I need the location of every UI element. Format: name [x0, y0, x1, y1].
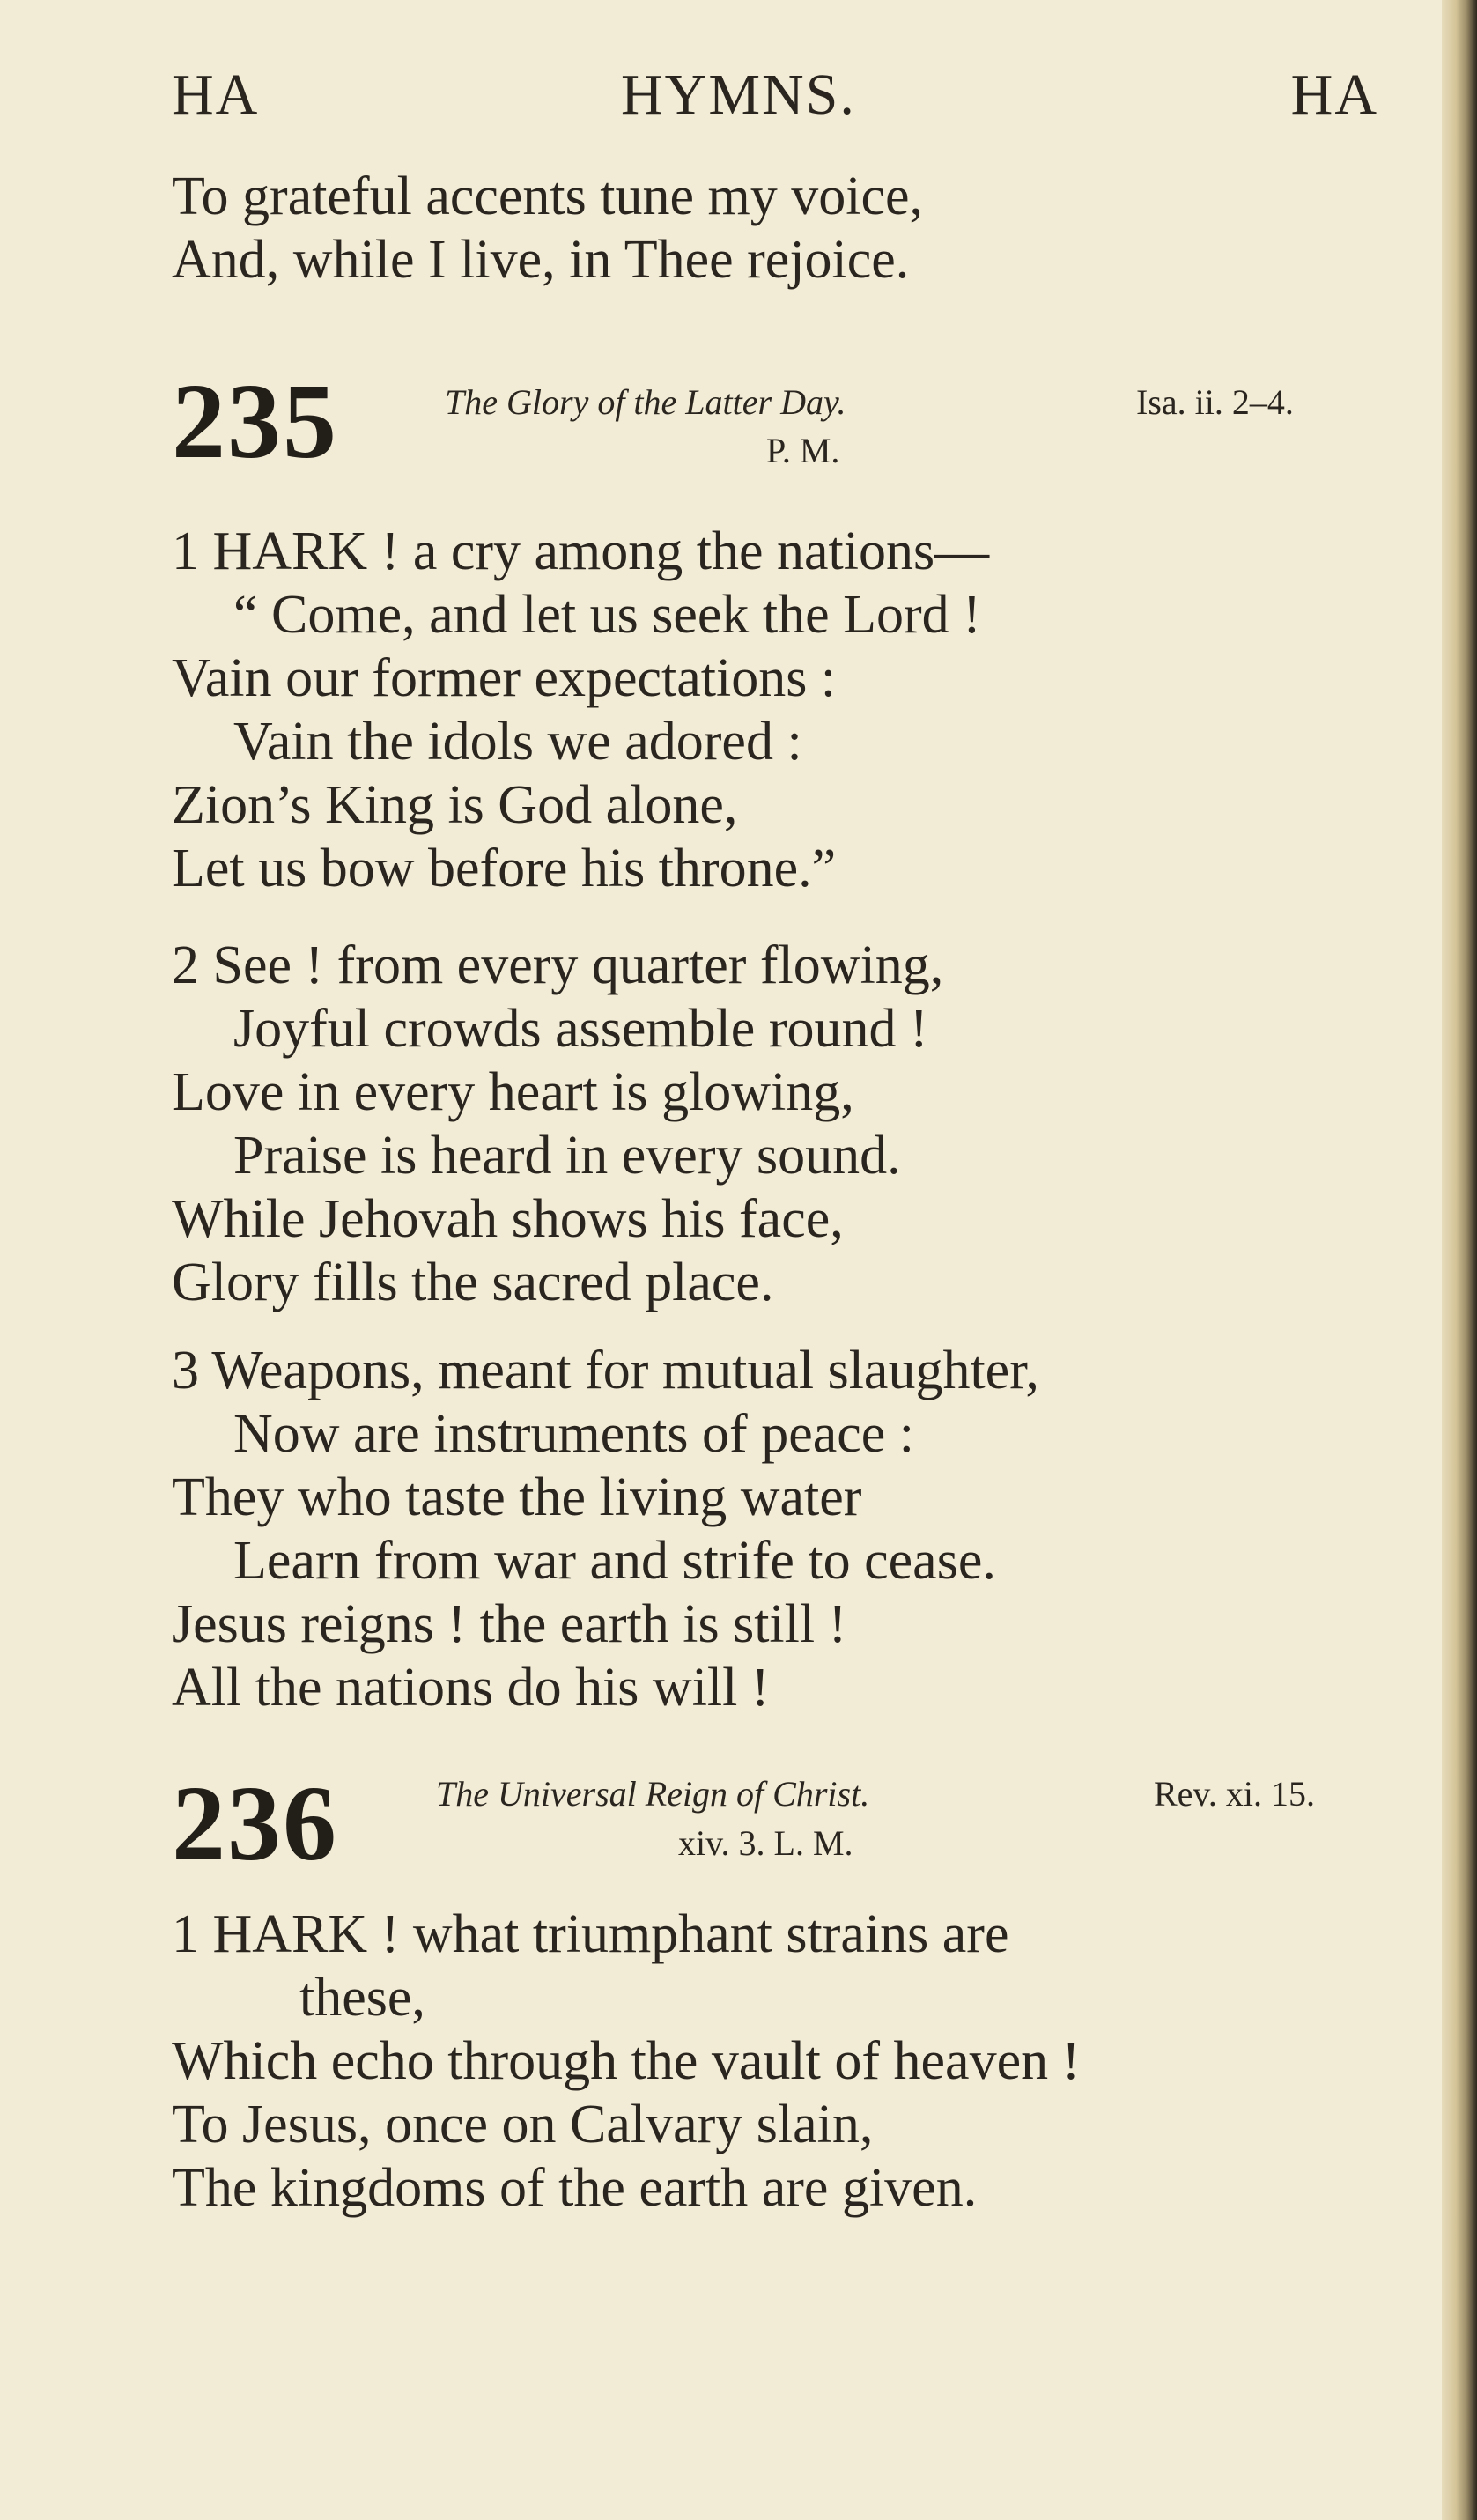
hymn-meter: xiv. 3. L. M. — [678, 1823, 853, 1863]
hymn-number: 235 — [172, 362, 338, 481]
verse-line: Zion’s King is God alone, — [172, 775, 738, 835]
verse-line: The kingdoms of the earth are given. — [172, 2158, 978, 2218]
hymn-title: The Universal Reign of Christ. — [436, 1774, 870, 1814]
verse-line: Learn from war and strife to cease. — [233, 1531, 996, 1591]
verse-line: Let us bow before his throne.” — [172, 839, 837, 898]
verse-line: All the nations do his will ! — [172, 1658, 770, 1718]
verse-line: Glory fills the sacred place. — [172, 1253, 774, 1312]
verse-line: They who taste the living water — [172, 1467, 862, 1527]
verse-line: Praise is heard in every sound. — [233, 1126, 901, 1186]
verse-line: Now are instruments of peace : — [233, 1404, 915, 1464]
header-right: HA — [1290, 63, 1378, 127]
verse-line: Love in every heart is glowing, — [172, 1062, 854, 1122]
hymn-number: 236 — [172, 1764, 338, 1883]
verse-line: To Jesus, once on Calvary slain, — [172, 2095, 874, 2154]
hymn-title: The Glory of the Latter Day. — [445, 382, 846, 422]
verse-line: Vain our former expectations : — [172, 648, 837, 708]
continuation-line: To grateful accents tune my voice, — [172, 166, 923, 226]
verse-line: 1 HARK ! what triumphant strains are — [172, 1904, 1009, 1964]
page-edge — [1442, 0, 1477, 2520]
verse-line: Vain the idols we adored : — [233, 712, 802, 772]
verse-line: Which echo through the vault of heaven ! — [172, 2031, 1081, 2091]
verse-line: 2 See ! from every quarter flowing, — [172, 935, 944, 995]
header-left: HA — [172, 63, 260, 127]
verse-line: Jesus reigns ! the earth is still ! — [172, 1594, 847, 1654]
verse-line: “ Come, and let us seek the Lord ! — [233, 585, 981, 645]
scripture-reference: Rev. xi. 15. — [1154, 1774, 1315, 1814]
hymn-meter: P. M. — [766, 431, 840, 470]
verse-line: these, — [299, 1968, 425, 2028]
header-title: HYMNS. — [621, 63, 856, 127]
verse-line: Joyful crowds assemble round ! — [233, 999, 928, 1059]
continuation-line: And, while I live, in Thee rejoice. — [172, 230, 910, 290]
verse-line: While Jehovah shows his face, — [172, 1189, 844, 1249]
scripture-reference: Isa. ii. 2–4. — [1136, 382, 1294, 422]
verse-line: 1 HARK ! a cry among the nations— — [172, 521, 990, 581]
running-header — [172, 62, 1378, 132]
verse-line: 3 Weapons, meant for mutual slaughter, — [172, 1341, 1039, 1400]
